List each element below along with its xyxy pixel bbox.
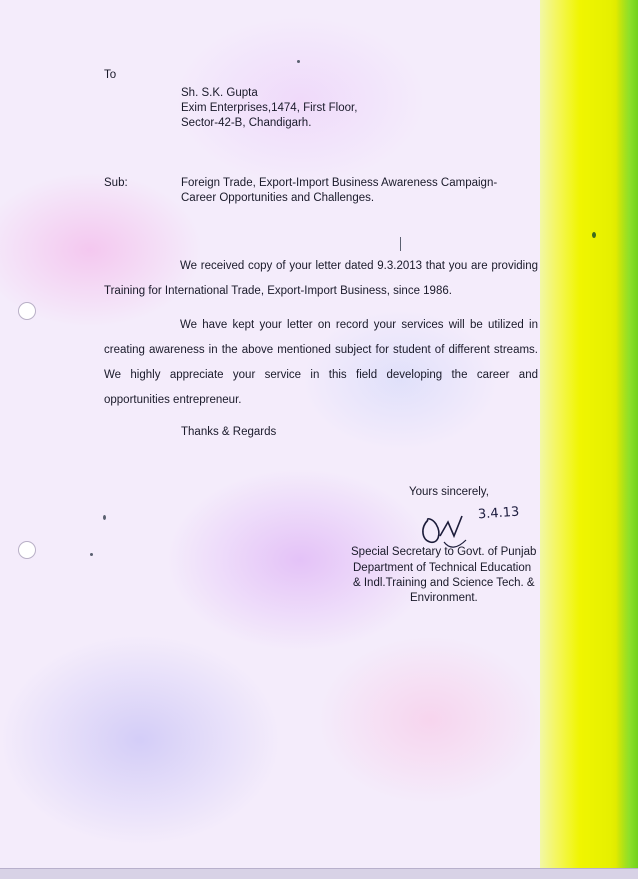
scan-speck bbox=[400, 237, 401, 251]
body-paragraph-2 bbox=[104, 313, 538, 413]
closing-line: Yours sincerely, bbox=[409, 486, 489, 498]
signatory-line1: Special Secretary to Govt. of Punjab bbox=[351, 546, 537, 558]
punch-hole-top bbox=[18, 302, 36, 320]
subject-line2: Career Opportunities and Challenges. bbox=[181, 192, 375, 204]
recipient-name: Sh. S.K. Gupta bbox=[181, 87, 258, 99]
paragraph-1-text: We received copy of your letter dated 9.3.2013 that you are providing Training for International Trade, Export-Import Business, since 1986. bbox=[104, 260, 538, 297]
scan-speck bbox=[297, 60, 300, 63]
scan-speck bbox=[592, 232, 596, 238]
subject-line1: Foreign Trade, Export-Import Business Awareness Campaign- bbox=[181, 177, 498, 189]
body-paragraph-1 bbox=[104, 254, 538, 304]
signatory-line3: & Indl.Training and Science Tech. & bbox=[353, 577, 535, 589]
scan-speck bbox=[103, 515, 106, 520]
paragraph-2-text: We have kept your letter on record your services will be utilized in creating awareness in the above mentioned subject for student of different streams. We highly appreciate your service in this field developing the career and opportunities entrepreneur. bbox=[104, 319, 538, 406]
to-label: To bbox=[104, 69, 117, 81]
regards-line: Thanks & Regards bbox=[181, 426, 277, 438]
signatory-line4: Environment. bbox=[410, 592, 478, 604]
scanner-green-edge bbox=[616, 0, 638, 878]
recipient-address-line2: Sector-42-B, Chandigarh. bbox=[181, 117, 312, 129]
recipient-address-line1: Exim Enterprises,1474, First Floor, bbox=[181, 102, 358, 114]
signatory-line2: Department of Technical Education bbox=[353, 562, 532, 574]
scan-speck bbox=[90, 553, 93, 556]
signature-date: 3.4.13 bbox=[477, 504, 520, 523]
page-bottom-edge bbox=[0, 868, 638, 879]
subject-label: Sub: bbox=[104, 177, 128, 189]
punch-hole-bottom bbox=[18, 541, 36, 559]
